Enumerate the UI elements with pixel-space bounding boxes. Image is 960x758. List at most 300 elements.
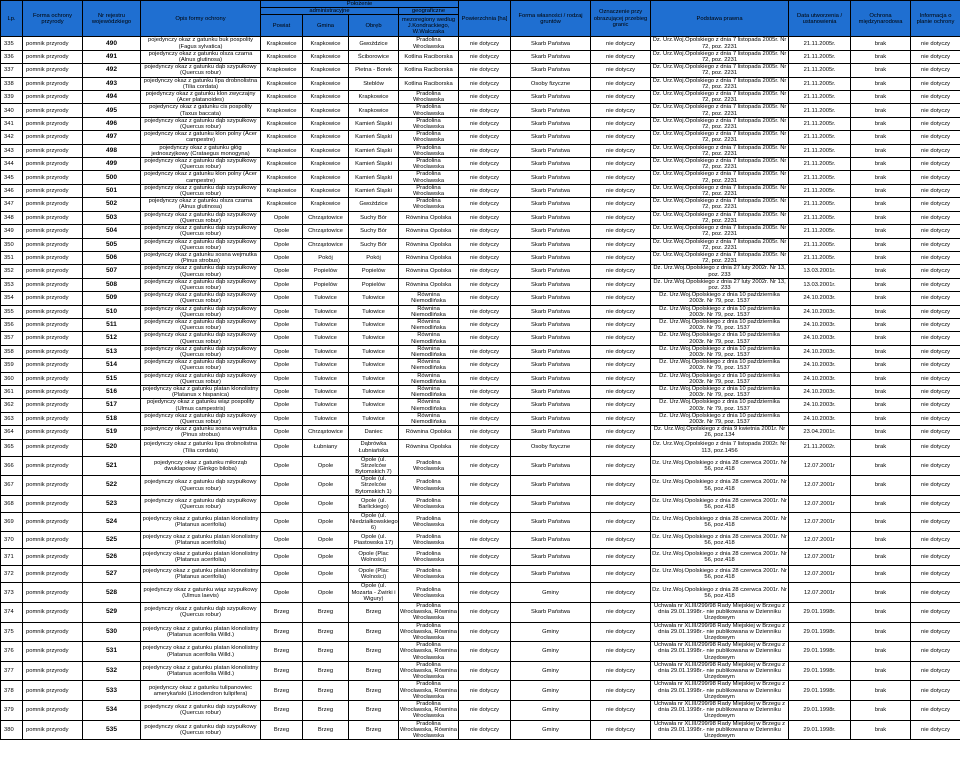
cell-granice: nie dotyczy bbox=[591, 372, 651, 385]
cell-podstawa: Dz. Urz.Woj.Opolskiego z dnia 9 kwietnia 2001r. Nr 26, poz.134 bbox=[651, 426, 789, 439]
cell-info: nie dotyczy bbox=[911, 37, 960, 50]
cell-granice: nie dotyczy bbox=[591, 476, 651, 496]
cell-lp: 343 bbox=[1, 144, 23, 157]
table-row bbox=[1, 642, 960, 662]
cell-powiat: Krapkowice bbox=[261, 91, 303, 104]
cell-opis: pojedynczy okaz z gatunku dąb szypułkowy (Quercus robur) bbox=[141, 292, 261, 305]
cell-granice: nie dotyczy bbox=[591, 37, 651, 50]
cell-obreb: Steblów bbox=[349, 77, 399, 90]
cell-info: nie dotyczy bbox=[911, 385, 960, 398]
cell-info: nie dotyczy bbox=[911, 476, 960, 496]
cell-ochrona: brak bbox=[851, 476, 911, 496]
cell-wlasnosc: Skarb Państwa bbox=[511, 251, 591, 264]
cell-powierzchnia: nie dotyczy bbox=[459, 399, 511, 412]
cell-nr-rejestru: 512 bbox=[83, 332, 141, 345]
header-granice: Oznaczenie przy obrazującej przebieg granic bbox=[591, 1, 651, 37]
cell-wlasnosc: Skarb Państwa bbox=[511, 318, 591, 331]
cell-podstawa: Dz. Urz.Woj.Opolskiego z dnia 7 listopada 2002r. Nr 113, poz.1456 bbox=[651, 439, 789, 456]
cell-opis: pojedynczy okaz z gatunku sosna wejmutka (Pinus strobus) bbox=[141, 251, 261, 264]
cell-ochrona: brak bbox=[851, 225, 911, 238]
cell-opis: pojedynczy okaz z gatunku wiąz szypułkowy (Ulmus laevis) bbox=[141, 583, 261, 603]
table-row bbox=[1, 225, 960, 238]
cell-opis: pojedynczy okaz z gatunku dąb szypułkowy (Quercus robur) bbox=[141, 476, 261, 496]
cell-powierzchnia: nie dotyczy bbox=[459, 292, 511, 305]
cell-obreb: Opole (ul. Barlickiego) bbox=[349, 495, 399, 512]
cell-nr-rejestru: 525 bbox=[83, 532, 141, 549]
cell-gmina: Tułowice bbox=[303, 359, 349, 372]
cell-nr-rejestru: 495 bbox=[83, 104, 141, 117]
table-row bbox=[1, 399, 960, 412]
cell-info: nie dotyczy bbox=[911, 701, 960, 721]
cell-ochrona: brak bbox=[851, 495, 911, 512]
cell-podstawa: Dz. Urz.Woj.Opolskiego z dnia 7 listopada 2005r. Nr 72, poz. 2231 bbox=[651, 50, 789, 63]
cell-data: 13.03.2001r. bbox=[789, 265, 851, 278]
header-powierzchnia: Powierzchnia [ha] bbox=[459, 1, 511, 37]
cell-ochrona: brak bbox=[851, 359, 911, 372]
cell-nr-rejestru: 531 bbox=[83, 642, 141, 662]
cell-powierzchnia: nie dotyczy bbox=[459, 144, 511, 157]
cell-info: nie dotyczy bbox=[911, 456, 960, 476]
cell-info: nie dotyczy bbox=[911, 359, 960, 372]
cell-powiat: Opole bbox=[261, 345, 303, 358]
cell-wlasnosc: Gminy bbox=[511, 720, 591, 740]
cell-obreb: Kamień Śląski bbox=[349, 144, 399, 157]
cell-wlasnosc: Skarb Państwa bbox=[511, 225, 591, 238]
cell-podstawa: Uchwała nr XLIII/299/98 Rady Miejskiej w Brzegu z dnia 29.01.1998r.- nie publikowana w Dzienniku Urzędowym bbox=[651, 622, 789, 642]
header-geograficzne: geograficzne bbox=[399, 8, 459, 15]
cell-mezoregion: Pradolina Wrocławska bbox=[399, 158, 459, 171]
cell-powierzchnia: nie dotyczy bbox=[459, 184, 511, 197]
cell-info: nie dotyczy bbox=[911, 399, 960, 412]
cell-podstawa: Uchwała nr XLIII/299/98 Rady Miejskiej w Brzegu z dnia 29.01.1998r.- nie publikowana w Dzienniku Urzędowym bbox=[651, 642, 789, 662]
table-row bbox=[1, 681, 960, 701]
cell-granice: nie dotyczy bbox=[591, 456, 651, 476]
cell-granice: nie dotyczy bbox=[591, 144, 651, 157]
cell-opis: pojedynczy okaz z gatunku platan klonolistny (Platanus acerifolia) bbox=[141, 566, 261, 583]
cell-podstawa: Dz. Urz.Woj.Opolskiego z dnia 7 listopada 2005r. Nr 72, poz. 2231 bbox=[651, 211, 789, 224]
cell-forma: pomnik przyrody bbox=[23, 278, 83, 291]
cell-data: 12.07.2001r bbox=[789, 583, 851, 603]
table-row bbox=[1, 372, 960, 385]
cell-ochrona: brak bbox=[851, 91, 911, 104]
cell-mezoregion: Kotlina Raciborska bbox=[399, 50, 459, 63]
cell-powierzchnia: nie dotyczy bbox=[459, 332, 511, 345]
cell-data: 21.11.2005r. bbox=[789, 198, 851, 211]
cell-nr-rejestru: 508 bbox=[83, 278, 141, 291]
cell-wlasnosc: Skarb Państwa bbox=[511, 495, 591, 512]
cell-wlasnosc: Skarb Państwa bbox=[511, 64, 591, 77]
cell-podstawa: Dz. Urz.Woj.Opolskiego z dnia 28 czerwca 2001r. Nr 56, poz.418 bbox=[651, 549, 789, 566]
cell-powierzchnia: nie dotyczy bbox=[459, 426, 511, 439]
cell-mezoregion: Równina Niemodlińska bbox=[399, 372, 459, 385]
cell-gmina: Opole bbox=[303, 532, 349, 549]
cell-wlasnosc: Skarb Państwa bbox=[511, 305, 591, 318]
cell-lp: 345 bbox=[1, 171, 23, 184]
table-row bbox=[1, 512, 960, 532]
cell-gmina: Opole bbox=[303, 549, 349, 566]
cell-obreb: Pokój bbox=[349, 251, 399, 264]
cell-nr-rejestru: 502 bbox=[83, 198, 141, 211]
cell-mezoregion: Pradolina Wrocławska bbox=[399, 144, 459, 157]
cell-data: 12.07.2001r bbox=[789, 456, 851, 476]
cell-lp: 364 bbox=[1, 426, 23, 439]
cell-nr-rejestru: 506 bbox=[83, 251, 141, 264]
table-row bbox=[1, 50, 960, 63]
header-forma: Forma ochrony przyrody bbox=[23, 1, 83, 37]
table-row bbox=[1, 385, 960, 398]
cell-ochrona: brak bbox=[851, 104, 911, 117]
table-row bbox=[1, 171, 960, 184]
cell-lp: 354 bbox=[1, 292, 23, 305]
cell-powiat: Krapkowice bbox=[261, 171, 303, 184]
cell-lp: 367 bbox=[1, 476, 23, 496]
cell-ochrona: brak bbox=[851, 385, 911, 398]
cell-powierzchnia: nie dotyczy bbox=[459, 104, 511, 117]
cell-nr-rejestru: 532 bbox=[83, 661, 141, 681]
cell-ochrona: brak bbox=[851, 238, 911, 251]
cell-nr-rejestru: 528 bbox=[83, 583, 141, 603]
cell-lp: 361 bbox=[1, 385, 23, 398]
cell-nr-rejestru: 492 bbox=[83, 64, 141, 77]
table-row bbox=[1, 566, 960, 583]
cell-ochrona: brak bbox=[851, 265, 911, 278]
cell-gmina: Brzeg bbox=[303, 642, 349, 662]
cell-granice: nie dotyczy bbox=[591, 603, 651, 623]
cell-wlasnosc: Skarb Państwa bbox=[511, 512, 591, 532]
cell-lp: 377 bbox=[1, 661, 23, 681]
cell-opis: pojedynczy okaz z gatunku głóg jednoszyjkowy (Crataegus monogyna) bbox=[141, 144, 261, 157]
cell-powierzchnia: nie dotyczy bbox=[459, 345, 511, 358]
cell-gmina: Brzeg bbox=[303, 622, 349, 642]
cell-lp: 376 bbox=[1, 642, 23, 662]
cell-podstawa: Uchwała nr XLIII/299/98 Rady Miejskiej w Brzegu z dnia 29.01.1998r.- nie publikowana w Dzienniku Urzędowym bbox=[651, 681, 789, 701]
cell-forma: pomnik przyrody bbox=[23, 439, 83, 456]
cell-podstawa: Dz. Urz.Woj.Opolskiego z dnia 10 października 2003r. Nr 79, poz. 1537 bbox=[651, 332, 789, 345]
cell-gmina: Brzeg bbox=[303, 603, 349, 623]
cell-gmina: Opole bbox=[303, 476, 349, 496]
cell-data: 29.01.1998r. bbox=[789, 642, 851, 662]
cell-data: 21.11.2002r. bbox=[789, 439, 851, 456]
cell-nr-rejestru: 523 bbox=[83, 495, 141, 512]
cell-data: 24.10.2003r. bbox=[789, 359, 851, 372]
cell-data: 21.11.2005r. bbox=[789, 77, 851, 90]
cell-forma: pomnik przyrody bbox=[23, 661, 83, 681]
cell-wlasnosc: Osoby fizyczne bbox=[511, 439, 591, 456]
cell-gmina: Chrząstowice bbox=[303, 211, 349, 224]
cell-forma: pomnik przyrody bbox=[23, 238, 83, 251]
cell-ochrona: brak bbox=[851, 144, 911, 157]
cell-info: nie dotyczy bbox=[911, 318, 960, 331]
cell-info: nie dotyczy bbox=[911, 91, 960, 104]
table-row bbox=[1, 318, 960, 331]
cell-granice: nie dotyczy bbox=[591, 359, 651, 372]
cell-wlasnosc: Skarb Państwa bbox=[511, 603, 591, 623]
cell-wlasnosc: Gminy bbox=[511, 642, 591, 662]
cell-opis: pojedynczy okaz z gatunku dąb szypułkowy (Quercus robur) bbox=[141, 345, 261, 358]
cell-lp: 340 bbox=[1, 104, 23, 117]
cell-obreb: Brzeg bbox=[349, 603, 399, 623]
cell-lp: 358 bbox=[1, 345, 23, 358]
cell-gmina: Popielów bbox=[303, 278, 349, 291]
cell-ochrona: brak bbox=[851, 720, 911, 740]
table-row bbox=[1, 549, 960, 566]
cell-granice: nie dotyczy bbox=[591, 278, 651, 291]
cell-data: 21.11.2005r. bbox=[789, 64, 851, 77]
cell-granice: nie dotyczy bbox=[591, 91, 651, 104]
cell-info: nie dotyczy bbox=[911, 184, 960, 197]
cell-lp: 338 bbox=[1, 77, 23, 90]
cell-opis: pojedynczy okaz z gatunku platan klonolistny (Platanus acerifolia) bbox=[141, 532, 261, 549]
cell-nr-rejestru: 497 bbox=[83, 131, 141, 144]
cell-wlasnosc: Gminy bbox=[511, 701, 591, 721]
cell-mezoregion: Równina Niemodlińska bbox=[399, 292, 459, 305]
cell-opis: pojedynczy okaz z gatunku dąb szypułkowy (Quercus robur) bbox=[141, 184, 261, 197]
cell-wlasnosc: Osoby fizyczne bbox=[511, 77, 591, 90]
cell-podstawa: Dz. Urz.Woj.Opolskiego z dnia 28 czerwca 2001r. Nr 56, poz.418 bbox=[651, 532, 789, 549]
cell-gmina: Krapkowice bbox=[303, 131, 349, 144]
cell-lp: 379 bbox=[1, 701, 23, 721]
cell-opis: pojedynczy okaz z gatunku dąb szypułkowy (Quercus robur) bbox=[141, 158, 261, 171]
header-opis: Opis formy ochrony bbox=[141, 1, 261, 37]
cell-ochrona: brak bbox=[851, 372, 911, 385]
cell-podstawa: Dz. Urz.Woj.Opolskiego z dnia 28 czerwca 2001r. Nr 56, poz.418 bbox=[651, 583, 789, 603]
cell-gmina: Tułowice bbox=[303, 345, 349, 358]
cell-obreb: Popielów bbox=[349, 265, 399, 278]
cell-nr-rejestru: 522 bbox=[83, 476, 141, 496]
cell-info: nie dotyczy bbox=[911, 64, 960, 77]
cell-info: nie dotyczy bbox=[911, 603, 960, 623]
cell-opis: pojedynczy okaz z gatunku dąb szypułkowy (Quercus robur) bbox=[141, 701, 261, 721]
cell-wlasnosc: Skarb Państwa bbox=[511, 144, 591, 157]
cell-powiat: Opole bbox=[261, 292, 303, 305]
cell-powiat: Krapkowice bbox=[261, 117, 303, 130]
cell-lp: 359 bbox=[1, 359, 23, 372]
cell-granice: nie dotyczy bbox=[591, 532, 651, 549]
cell-mezoregion: Równina Opolska bbox=[399, 426, 459, 439]
cell-data: 29.01.1998r. bbox=[789, 720, 851, 740]
cell-powierzchnia: nie dotyczy bbox=[459, 603, 511, 623]
cell-gmina: Krapkowice bbox=[303, 117, 349, 130]
cell-powierzchnia: nie dotyczy bbox=[459, 372, 511, 385]
cell-lp: 352 bbox=[1, 265, 23, 278]
table-row bbox=[1, 332, 960, 345]
cell-powierzchnia: nie dotyczy bbox=[459, 495, 511, 512]
cell-forma: pomnik przyrody bbox=[23, 456, 83, 476]
cell-ochrona: brak bbox=[851, 399, 911, 412]
cell-powierzchnia: nie dotyczy bbox=[459, 583, 511, 603]
cell-powierzchnia: nie dotyczy bbox=[459, 211, 511, 224]
cell-powierzchnia: nie dotyczy bbox=[459, 238, 511, 251]
cell-nr-rejestru: 490 bbox=[83, 37, 141, 50]
cell-forma: pomnik przyrody bbox=[23, 251, 83, 264]
cell-data: 21.11.2005r. bbox=[789, 251, 851, 264]
cell-opis: pojedynczy okaz z gatunku klon polny (Acer campestre) bbox=[141, 171, 261, 184]
cell-powierzchnia: nie dotyczy bbox=[459, 566, 511, 583]
cell-info: nie dotyczy bbox=[911, 158, 960, 171]
cell-gmina: Brzeg bbox=[303, 720, 349, 740]
table-row bbox=[1, 91, 960, 104]
cell-opis: pojedynczy okaz z gatunku cis pospolity (Taxus baccata) bbox=[141, 104, 261, 117]
cell-mezoregion: Pradolina Wrocławska, Równina Wrocławska bbox=[400, 622, 457, 642]
cell-info: nie dotyczy bbox=[911, 104, 960, 117]
cell-data: 24.10.2003r. bbox=[789, 292, 851, 305]
cell-mezoregion: Pradolina Wrocławska bbox=[399, 495, 459, 512]
cell-powierzchnia: nie dotyczy bbox=[459, 476, 511, 496]
cell-opis: pojedynczy okaz z gatunku klon polny (Acer campestre) bbox=[141, 131, 261, 144]
cell-mezoregion: Równina Niemodlińska bbox=[399, 359, 459, 372]
cell-granice: nie dotyczy bbox=[591, 238, 651, 251]
table-row bbox=[1, 661, 960, 681]
cell-info: nie dotyczy bbox=[911, 583, 960, 603]
cell-obreb: Tułowice bbox=[349, 359, 399, 372]
cell-opis: pojedynczy okaz z gatunku platan klonolistny (Platanus acerifolia Willd.) bbox=[141, 642, 261, 662]
table-row bbox=[1, 37, 960, 50]
cell-obreb: Tułowice bbox=[349, 372, 399, 385]
cell-granice: nie dotyczy bbox=[591, 131, 651, 144]
header-ochrona: Ochrona międzynarodowa bbox=[851, 1, 911, 37]
cell-granice: nie dotyczy bbox=[591, 583, 651, 603]
cell-mezoregion: Kotlina Raciborska bbox=[399, 64, 459, 77]
cell-forma: pomnik przyrody bbox=[23, 211, 83, 224]
cell-mezoregion: Równina Niemodlińska bbox=[399, 305, 459, 318]
cell-nr-rejestru: 526 bbox=[83, 549, 141, 566]
cell-forma: pomnik przyrody bbox=[23, 345, 83, 358]
cell-gmina: Krapkowice bbox=[303, 91, 349, 104]
cell-granice: nie dotyczy bbox=[591, 549, 651, 566]
cell-mezoregion: Równina Opolska bbox=[399, 238, 459, 251]
cell-powiat: Krapkowice bbox=[261, 131, 303, 144]
cell-wlasnosc: Skarb Państwa bbox=[511, 456, 591, 476]
cell-opis: pojedynczy okaz z gatunku platan klonolistny (Platanus acerifolia Willd.) bbox=[141, 622, 261, 642]
cell-forma: pomnik przyrody bbox=[23, 549, 83, 566]
cell-powiat: Opole bbox=[261, 412, 303, 425]
cell-wlasnosc: Skarb Państwa bbox=[511, 211, 591, 224]
cell-opis: pojedynczy okaz z gatunku dąb szypułkowy (Quercus robur) bbox=[141, 318, 261, 331]
cell-lp: 370 bbox=[1, 532, 23, 549]
cell-data: 29.01.1998r. bbox=[789, 603, 851, 623]
cell-granice: nie dotyczy bbox=[591, 720, 651, 740]
cell-gmina: Tułowice bbox=[303, 385, 349, 398]
table-row bbox=[1, 77, 960, 90]
cell-podstawa: Dz. Urz.Woj.Opolskiego z dnia 7 listopada 2005r. Nr 72, poz. 2231 bbox=[651, 131, 789, 144]
cell-ochrona: brak bbox=[851, 512, 911, 532]
cell-podstawa: Dz. Urz.Woj.Opolskiego z dnia 27 luty 2002r. Nr 13, poz. 233 bbox=[651, 278, 789, 291]
cell-ochrona: brak bbox=[851, 64, 911, 77]
cell-powiat: Opole bbox=[261, 238, 303, 251]
cell-info: nie dotyczy bbox=[911, 661, 960, 681]
cell-data: 24.10.2003r. bbox=[789, 318, 851, 331]
cell-lp: 356 bbox=[1, 318, 23, 331]
cell-gmina: Krapkowice bbox=[303, 77, 349, 90]
cell-nr-rejestru: 520 bbox=[83, 439, 141, 456]
cell-opis: pojedynczy okaz z gatunku dąb szypułkowy (Quercus robur) bbox=[141, 603, 261, 623]
cell-mezoregion: Równina Opolska bbox=[399, 251, 459, 264]
cell-granice: nie dotyczy bbox=[591, 171, 651, 184]
cell-ochrona: brak bbox=[851, 117, 911, 130]
cell-obreb: Suchy Bór bbox=[349, 211, 399, 224]
cell-gmina: Tułowice bbox=[303, 332, 349, 345]
cell-ochrona: brak bbox=[851, 332, 911, 345]
cell-wlasnosc: Gminy bbox=[511, 622, 591, 642]
cell-obreb: Opole (Plac Wolności) bbox=[349, 549, 399, 566]
cell-mezoregion: Pradolina Wrocławska, Równina Wrocławska bbox=[400, 701, 457, 720]
cell-opis: pojedynczy okaz z gatunku dąb szypułkowy (Quercus robur) bbox=[141, 332, 261, 345]
cell-lp: 344 bbox=[1, 158, 23, 171]
cell-powierzchnia: nie dotyczy bbox=[459, 91, 511, 104]
cell-ochrona: brak bbox=[851, 50, 911, 63]
cell-nr-rejestru: 505 bbox=[83, 238, 141, 251]
cell-opis: pojedynczy okaz z gatunku lipa drobnolistna (Tilia cordata) bbox=[141, 77, 261, 90]
cell-mezoregion: Pradolina Wrocławska, Równina Wrocławska bbox=[400, 642, 457, 661]
cell-gmina: Chrząstowice bbox=[303, 426, 349, 439]
table-row bbox=[1, 439, 960, 456]
cell-obreb: Tułowice bbox=[349, 318, 399, 331]
cell-info: nie dotyczy bbox=[911, 720, 960, 740]
table-row bbox=[1, 278, 960, 291]
cell-podstawa: Dz. Urz.Woj.Opolskiego z dnia 10 października 2003r. Nr 79, poz. 1537 bbox=[651, 359, 789, 372]
cell-info: nie dotyczy bbox=[911, 305, 960, 318]
cell-granice: nie dotyczy bbox=[591, 385, 651, 398]
cell-data: 21.11.2005r. bbox=[789, 184, 851, 197]
cell-podstawa: Dz. Urz.Woj.Opolskiego z dnia 10 października 2003r. Nr 79, poz. 1537 bbox=[651, 372, 789, 385]
cell-mezoregion: Równina Niemodlińska bbox=[399, 399, 459, 412]
cell-obreb: Kamień Śląski bbox=[349, 117, 399, 130]
cell-mezoregion: Pradolina Wrocławska, Równina Wrocławska bbox=[400, 681, 457, 700]
cell-lp: 342 bbox=[1, 131, 23, 144]
cell-powierzchnia: nie dotyczy bbox=[459, 359, 511, 372]
cell-wlasnosc: Skarb Państwa bbox=[511, 117, 591, 130]
cell-forma: pomnik przyrody bbox=[23, 64, 83, 77]
cell-wlasnosc: Skarb Państwa bbox=[511, 91, 591, 104]
cell-gmina: Krapkowice bbox=[303, 171, 349, 184]
cell-forma: pomnik przyrody bbox=[23, 158, 83, 171]
cell-granice: nie dotyczy bbox=[591, 77, 651, 90]
cell-powiat: Opole bbox=[261, 372, 303, 385]
cell-ochrona: brak bbox=[851, 456, 911, 476]
cell-forma: pomnik przyrody bbox=[23, 305, 83, 318]
cell-powiat: Brzeg bbox=[261, 661, 303, 681]
cell-obreb: Opole (ul. Strzelców Bytomskich 7) bbox=[349, 456, 399, 476]
cell-wlasnosc: Skarb Państwa bbox=[511, 426, 591, 439]
cell-info: nie dotyczy bbox=[911, 512, 960, 532]
cell-nr-rejestru: 500 bbox=[83, 171, 141, 184]
cell-gmina: Opole bbox=[303, 566, 349, 583]
cell-forma: pomnik przyrody bbox=[23, 701, 83, 721]
cell-data: 29.01.1998r. bbox=[789, 681, 851, 701]
cell-forma: pomnik przyrody bbox=[23, 144, 83, 157]
cell-opis: pojedynczy okaz z gatunku platan klonolistny (Platanus acerifolia) bbox=[141, 512, 261, 532]
cell-ochrona: brak bbox=[851, 583, 911, 603]
cell-ochrona: brak bbox=[851, 681, 911, 701]
header-info: Informacja o planie ochrony bbox=[911, 1, 960, 37]
cell-gmina: Chrząstowice bbox=[303, 225, 349, 238]
cell-opis: pojedynczy okaz z gatunku platan klonolistny (Platanus acerifolia Willd.) bbox=[141, 661, 261, 681]
cell-forma: pomnik przyrody bbox=[23, 681, 83, 701]
cell-lp: 378 bbox=[1, 681, 23, 701]
cell-powiat: Opole bbox=[261, 583, 303, 603]
cell-powiat: Krapkowice bbox=[261, 104, 303, 117]
cell-info: nie dotyczy bbox=[911, 278, 960, 291]
cell-obreb: Kamień Śląski bbox=[349, 184, 399, 197]
cell-forma: pomnik przyrody bbox=[23, 117, 83, 130]
cell-powiat: Opole bbox=[261, 359, 303, 372]
cell-opis: pojedynczy okaz z gatunku klon zwyczajny (Acer platanoides) bbox=[141, 91, 261, 104]
cell-forma: pomnik przyrody bbox=[23, 37, 83, 50]
cell-granice: nie dotyczy bbox=[591, 426, 651, 439]
cell-nr-rejestru: 533 bbox=[83, 681, 141, 701]
cell-powiat: Krapkowice bbox=[261, 158, 303, 171]
cell-nr-rejestru: 519 bbox=[83, 426, 141, 439]
